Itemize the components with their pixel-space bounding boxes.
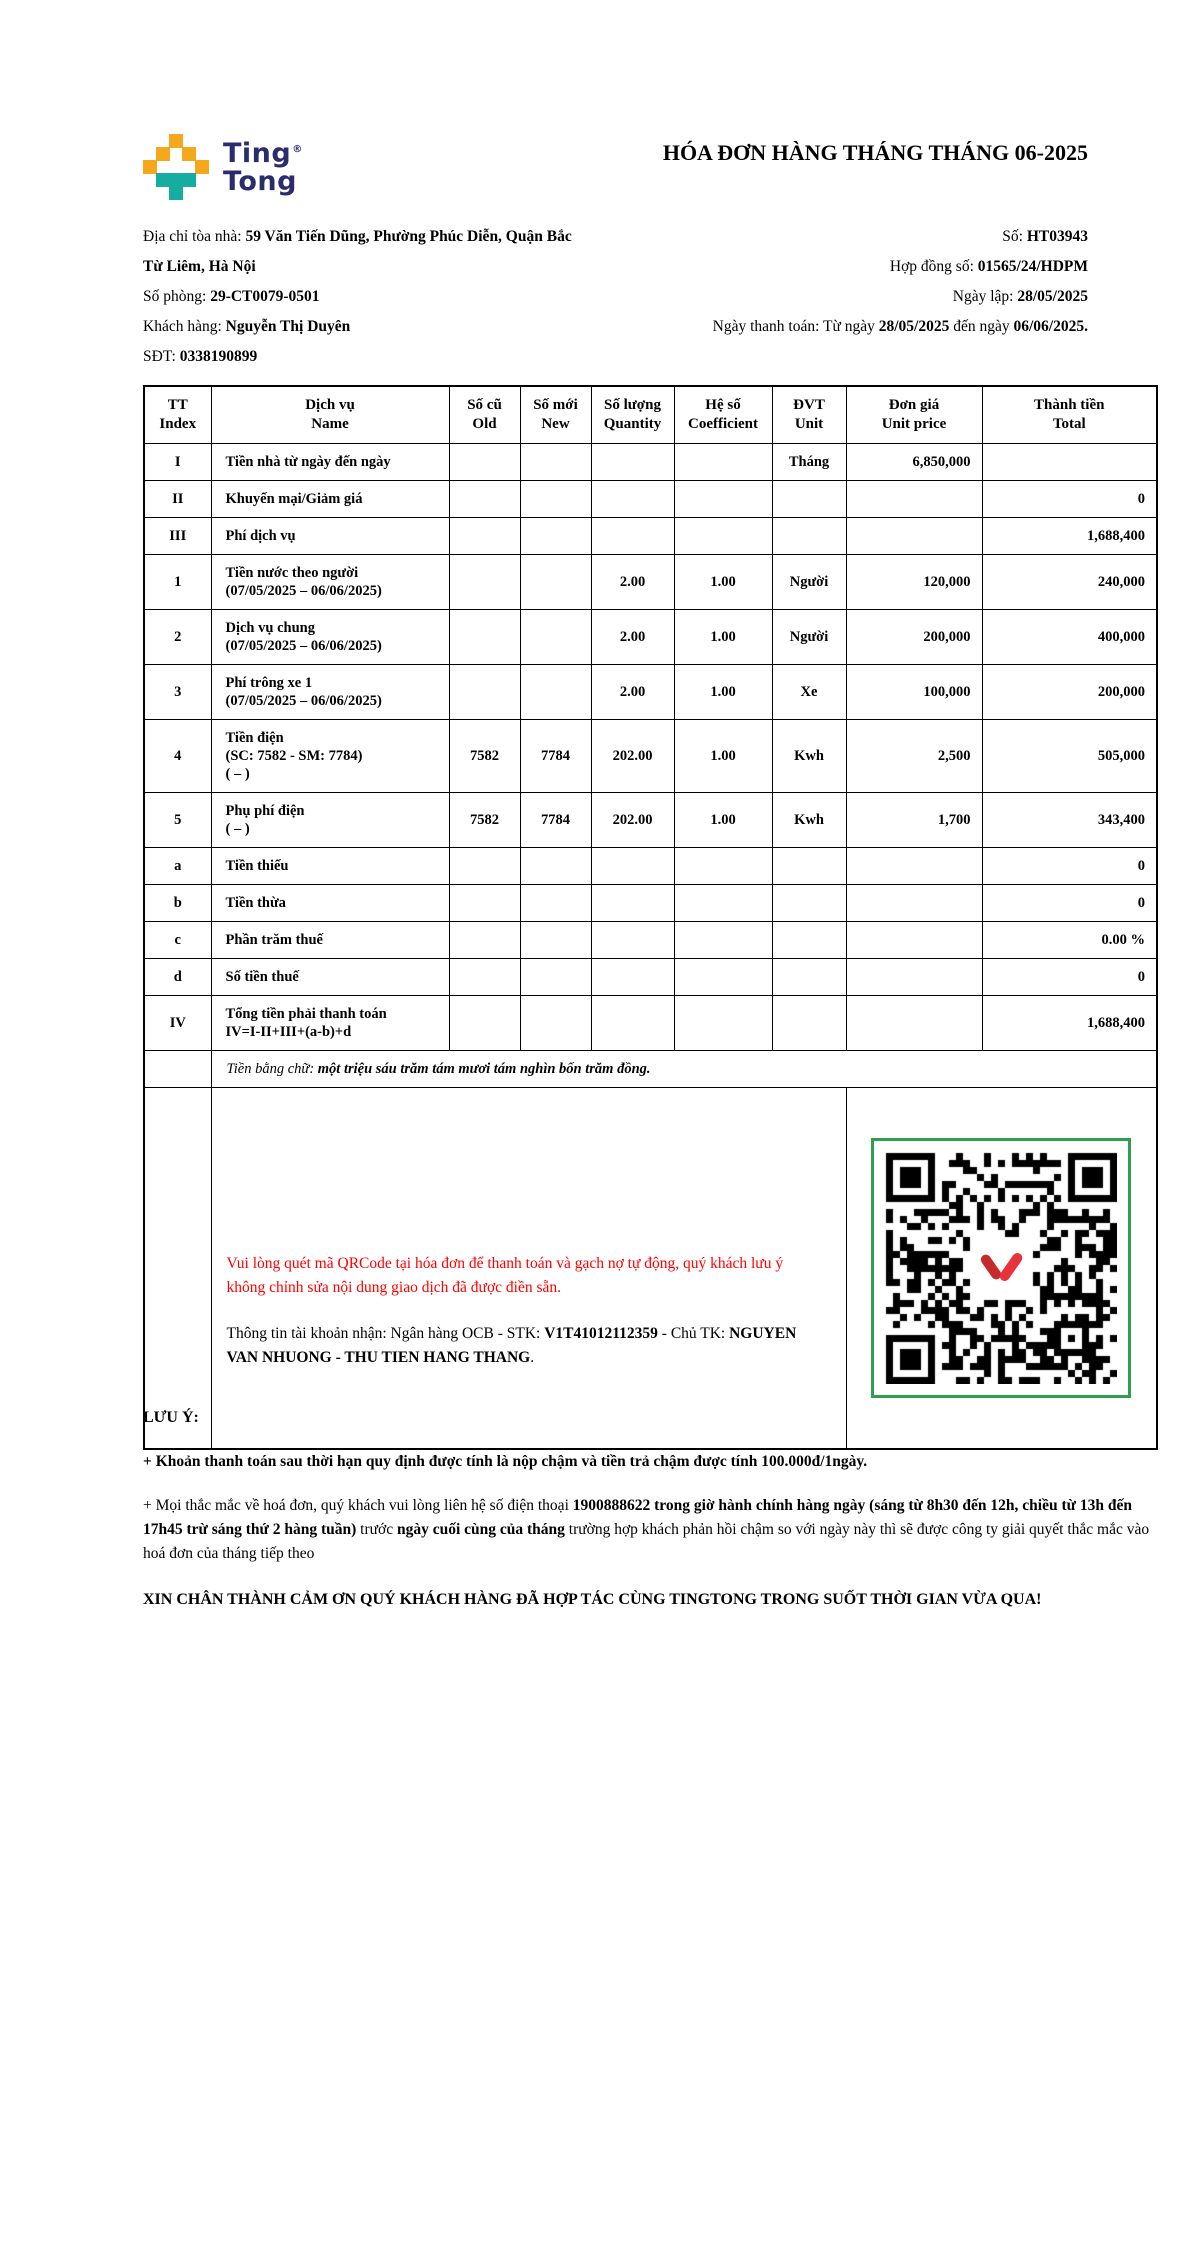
cell-idx: 4: [144, 720, 211, 793]
cell-old: [449, 848, 520, 885]
invoice-title: HÓA ĐƠN HÀNG THÁNG THÁNG 06-2025: [662, 140, 1088, 165]
cell-unit: Kwh: [772, 720, 846, 793]
cell-name: Tiền nước theo người (07/05/2025 – 06/06/2025): [211, 555, 449, 610]
column-header: Số cũ Old: [449, 386, 520, 444]
cell-old: [449, 996, 520, 1051]
cell-name: Khuyến mại/Giảm giá: [211, 481, 449, 518]
invoice-table: [143, 385, 1158, 1450]
cell-name: Số tiền thuế: [211, 959, 449, 996]
text-segment: .: [530, 1349, 535, 1366]
column-header: Hệ số Coefficient: [674, 386, 772, 444]
text-segment: Nguyễn Thị Duyên: [225, 318, 351, 335]
notes-heading: LƯU Ý:: [143, 1409, 199, 1426]
cell-total: 343,400: [982, 793, 1157, 848]
info-line: [448, 282, 1088, 312]
cell-qty: [591, 922, 674, 959]
logo-pixel: [156, 147, 170, 161]
table-row: [144, 444, 1157, 481]
cell-total: 240,000: [982, 555, 1157, 610]
table-row: [144, 922, 1157, 959]
cell-qty: 2.00: [591, 555, 674, 610]
cell-coef: [674, 518, 772, 555]
cell-price: 200,000: [846, 610, 982, 665]
cell-new: [520, 555, 591, 610]
cell-new: [520, 518, 591, 555]
cell-qty: [591, 885, 674, 922]
cell-price: [846, 885, 982, 922]
cell-total: [982, 444, 1157, 481]
cell-name: Tiền nhà từ ngày đến ngày: [211, 444, 449, 481]
text-segment: HT03943: [1026, 228, 1088, 245]
text-segment: Khách hàng:: [143, 318, 226, 335]
cell-name: Phí trông xe 1 (07/05/2025 – 06/06/2025): [211, 665, 449, 720]
cell-unit: [772, 481, 846, 518]
table-row: [144, 996, 1157, 1051]
cell-old: [449, 959, 520, 996]
cell-total: 200,000: [982, 665, 1157, 720]
cell-unit: Xe: [772, 665, 846, 720]
invoice-meta: [448, 222, 1088, 342]
cell-new: [520, 665, 591, 720]
cell-total: 1,688,400: [982, 518, 1157, 555]
text-segment: ngày cuối cùng của tháng: [396, 1521, 565, 1538]
late-payment-note: [143, 1450, 1159, 1474]
cell-old: [449, 518, 520, 555]
cell-idx: d: [144, 959, 211, 996]
cell-qty: 202.00: [591, 793, 674, 848]
cell-idx: b: [144, 885, 211, 922]
column-header: Thành tiền Total: [982, 386, 1157, 444]
cell-idx: III: [144, 518, 211, 555]
table-header-row: [144, 386, 1157, 444]
table-row: [144, 555, 1157, 610]
cell-price: 6,850,000: [846, 444, 982, 481]
cell-idx: a: [144, 848, 211, 885]
cell-coef: 1.00: [674, 610, 772, 665]
column-header: Dịch vụ Name: [211, 386, 449, 444]
cell-new: 7784: [520, 720, 591, 793]
amount-in-words-row: [144, 1051, 1157, 1088]
cell-total: 0: [982, 848, 1157, 885]
payment-instructions: [211, 1088, 846, 1450]
cell-old: [449, 922, 520, 959]
text-segment: 06/06/2025.: [1013, 318, 1088, 335]
cell-old: [449, 481, 520, 518]
qr-code-cell: [846, 1088, 1157, 1450]
hotline-note: [143, 1494, 1159, 1566]
text-segment: Ngày lập:: [952, 288, 1018, 305]
cell-qty: [591, 996, 674, 1051]
info-line: [448, 222, 1088, 252]
tingtong-wordmark: [223, 136, 303, 196]
text-segment: SĐT:: [143, 348, 180, 365]
cell-qty: [591, 518, 674, 555]
table-row: [144, 665, 1157, 720]
text-segment: - Chủ TK:: [657, 1325, 730, 1342]
cell-coef: 1.00: [674, 555, 772, 610]
cell-unit: Người: [772, 555, 846, 610]
cell-qty: 202.00: [591, 720, 674, 793]
info-line: [448, 252, 1088, 282]
cell-price: [846, 922, 982, 959]
cell-coef: 1.00: [674, 665, 772, 720]
info-line: [448, 312, 1088, 342]
cell-name: Tiền thiếu: [211, 848, 449, 885]
cell-idx: IV: [144, 996, 211, 1051]
table-row: [144, 959, 1157, 996]
cell-old: [449, 444, 520, 481]
qr-payment-warning: Vui lòng quét mã QRCode tại hóa đơn để thanh toán và gạch nợ tự động, quý khách lưu ý không chỉnh sửa nội dung giao dịch đã được điền sẵn.: [226, 1255, 784, 1296]
cell-unit: [772, 959, 846, 996]
cell-price: [846, 518, 982, 555]
empty-index-cell: [144, 1051, 211, 1088]
cell-price: 2,500: [846, 720, 982, 793]
payment-row: [144, 1088, 1157, 1450]
table-row: [144, 518, 1157, 555]
text-segment: Hợp đồng số:: [889, 258, 978, 275]
table-row: [144, 885, 1157, 922]
text-segment: một triệu sáu trăm tám mươi tám nghìn bốn trăm đồng.: [317, 1061, 651, 1077]
logo-line1: Ting: [223, 138, 292, 169]
amount-in-words: [211, 1051, 1157, 1088]
cell-qty: 2.00: [591, 665, 674, 720]
text-segment: + Khoản thanh toán sau thời hạn quy định được tính là nộp chậm và tiền trả chậm được tính 100.000đ/1ngày.: [143, 1453, 868, 1470]
cell-idx: I: [144, 444, 211, 481]
cell-unit: [772, 996, 846, 1051]
text-segment: Địa chỉ tòa nhà:: [143, 228, 246, 245]
registered-mark: ®: [292, 144, 303, 155]
cell-coef: [674, 848, 772, 885]
cell-coef: [674, 959, 772, 996]
cell-price: 1,700: [846, 793, 982, 848]
cell-qty: [591, 848, 674, 885]
table-row: [144, 610, 1157, 665]
cell-new: [520, 444, 591, 481]
cell-old: 7582: [449, 793, 520, 848]
cell-total: 0: [982, 885, 1157, 922]
logo-pixel: [143, 160, 157, 174]
text-segment: Từ Liêm, Hà Nội: [143, 258, 256, 275]
cell-old: [449, 610, 520, 665]
cell-unit: Tháng: [772, 444, 846, 481]
cell-unit: [772, 848, 846, 885]
table-row: [144, 848, 1157, 885]
cell-name: Tiền thừa: [211, 885, 449, 922]
cell-old: [449, 555, 520, 610]
logo-pixel: [182, 147, 196, 161]
cell-old: 7582: [449, 720, 520, 793]
cell-new: [520, 610, 591, 665]
cell-idx: II: [144, 481, 211, 518]
text-segment: Thông tin tài khoản nhận: Ngân hàng OCB - STK:: [226, 1325, 545, 1342]
cell-total: 1,688,400: [982, 996, 1157, 1051]
empty-index-cell: [144, 1088, 211, 1450]
text-segment: Tiền bằng chữ:: [226, 1061, 318, 1077]
cell-name: Phụ phí điện ( – ): [211, 793, 449, 848]
text-segment: trước: [356, 1521, 397, 1538]
cell-total: 0.00 %: [982, 922, 1157, 959]
column-header: Số mới New: [520, 386, 591, 444]
column-header: TT Index: [144, 386, 211, 444]
cell-unit: [772, 922, 846, 959]
cell-qty: [591, 444, 674, 481]
cell-new: [520, 959, 591, 996]
cell-total: 505,000: [982, 720, 1157, 793]
logo-line2: Tong: [223, 166, 297, 197]
bank-account-info: [227, 1322, 826, 1370]
text-segment: Số:: [1002, 228, 1027, 245]
text-segment: đến ngày: [949, 318, 1014, 335]
table-row: [144, 793, 1157, 848]
column-header: ĐVT Unit: [772, 386, 846, 444]
cell-coef: 1.00: [674, 793, 772, 848]
text-segment: Số phòng:: [143, 288, 211, 305]
info-line: [143, 342, 723, 372]
text-segment: 28/05/2025: [1017, 288, 1088, 305]
cell-name: Dịch vụ chung (07/05/2025 – 06/06/2025): [211, 610, 449, 665]
text-segment: 59 Văn Tiến Dũng, Phường Phúc Diễn, Quận Bắc: [245, 228, 572, 245]
cell-name: Phần trăm thuế: [211, 922, 449, 959]
table-row: [144, 481, 1157, 518]
text-segment: 0338190899: [179, 348, 258, 365]
cell-total: 0: [982, 481, 1157, 518]
cell-new: [520, 848, 591, 885]
text-segment: Ngày thanh toán: Từ ngày: [712, 318, 879, 335]
cell-price: [846, 996, 982, 1051]
table-row: [144, 720, 1157, 793]
text-segment: XIN CHÂN THÀNH CẢM ƠN QUÝ KHÁCH HÀNG ĐÃ HỢP TÁC CÙNG TINGTONG TRONG SUỐT THỜI GIAN VỪA QUA!: [143, 1591, 1042, 1608]
cell-coef: [674, 922, 772, 959]
cell-price: 120,000: [846, 555, 982, 610]
cell-idx: 1: [144, 555, 211, 610]
text-segment: 28/05/2025: [878, 318, 950, 335]
cell-unit: Kwh: [772, 793, 846, 848]
cell-new: [520, 885, 591, 922]
cell-total: 0: [982, 959, 1157, 996]
text-segment: NGUYEN VAN NHUONG - THU TIEN HANG THANG: [226, 1325, 797, 1366]
cell-new: [520, 922, 591, 959]
text-segment: trường hợp khách phản hồi chậm so với ngày này thì sẽ được công ty giải quyết thắc mắc vào hoá đơn của tháng tiếp theo: [143, 1521, 1150, 1562]
qr-code: [871, 1138, 1131, 1398]
thank-you-note: [143, 1588, 1159, 1612]
tingtong-logo-icon: [143, 134, 208, 200]
cell-unit: Người: [772, 610, 846, 665]
cell-old: [449, 665, 520, 720]
cell-new: [520, 996, 591, 1051]
cell-new: [520, 481, 591, 518]
cell-idx: 2: [144, 610, 211, 665]
cell-coef: [674, 481, 772, 518]
cell-idx: 5: [144, 793, 211, 848]
cell-idx: 3: [144, 665, 211, 720]
vietqr-v-icon: [978, 1247, 1024, 1289]
cell-qty: 2.00: [591, 610, 674, 665]
text-segment: 1900888622 trong giờ hành chính hàng ngày (sáng từ 8h30 đến 12h, chiều từ 13h đến 17h45 trừ sáng thứ 2 hàng tuần): [143, 1497, 1132, 1538]
text-segment: 01565/24/HDPM: [977, 258, 1088, 275]
logo-pixel: [169, 186, 183, 200]
cell-coef: [674, 444, 772, 481]
logo-pixel: [195, 160, 209, 174]
cell-name: Tiền điện (SC: 7582 - SM: 7784) ( – ): [211, 720, 449, 793]
text-segment: 29-CT0079-0501: [210, 288, 320, 305]
logo-pixel: [156, 173, 196, 187]
footer-notes: [143, 1406, 1159, 1612]
cell-total: 400,000: [982, 610, 1157, 665]
cell-name: Tổng tiền phải thanh toán IV=I-II+III+(a-b)+d: [211, 996, 449, 1051]
cell-price: [846, 481, 982, 518]
cell-unit: [772, 518, 846, 555]
cell-coef: [674, 885, 772, 922]
cell-unit: [772, 885, 846, 922]
cell-price: 100,000: [846, 665, 982, 720]
cell-coef: 1.00: [674, 720, 772, 793]
tingtong-logo: [143, 134, 303, 200]
column-header: Đơn giá Unit price: [846, 386, 982, 444]
cell-price: [846, 848, 982, 885]
cell-price: [846, 959, 982, 996]
column-header: Số lượng Quantity: [591, 386, 674, 444]
cell-new: 7784: [520, 793, 591, 848]
cell-idx: c: [144, 922, 211, 959]
logo-pixel: [169, 134, 183, 148]
cell-old: [449, 885, 520, 922]
text-segment: V1T41012112359: [544, 1325, 658, 1342]
cell-qty: [591, 481, 674, 518]
cell-coef: [674, 996, 772, 1051]
cell-qty: [591, 959, 674, 996]
cell-name: Phí dịch vụ: [211, 518, 449, 555]
text-segment: + Mọi thắc mắc về hoá đơn, quý khách vui lòng liên hệ số điện thoại: [143, 1497, 573, 1514]
